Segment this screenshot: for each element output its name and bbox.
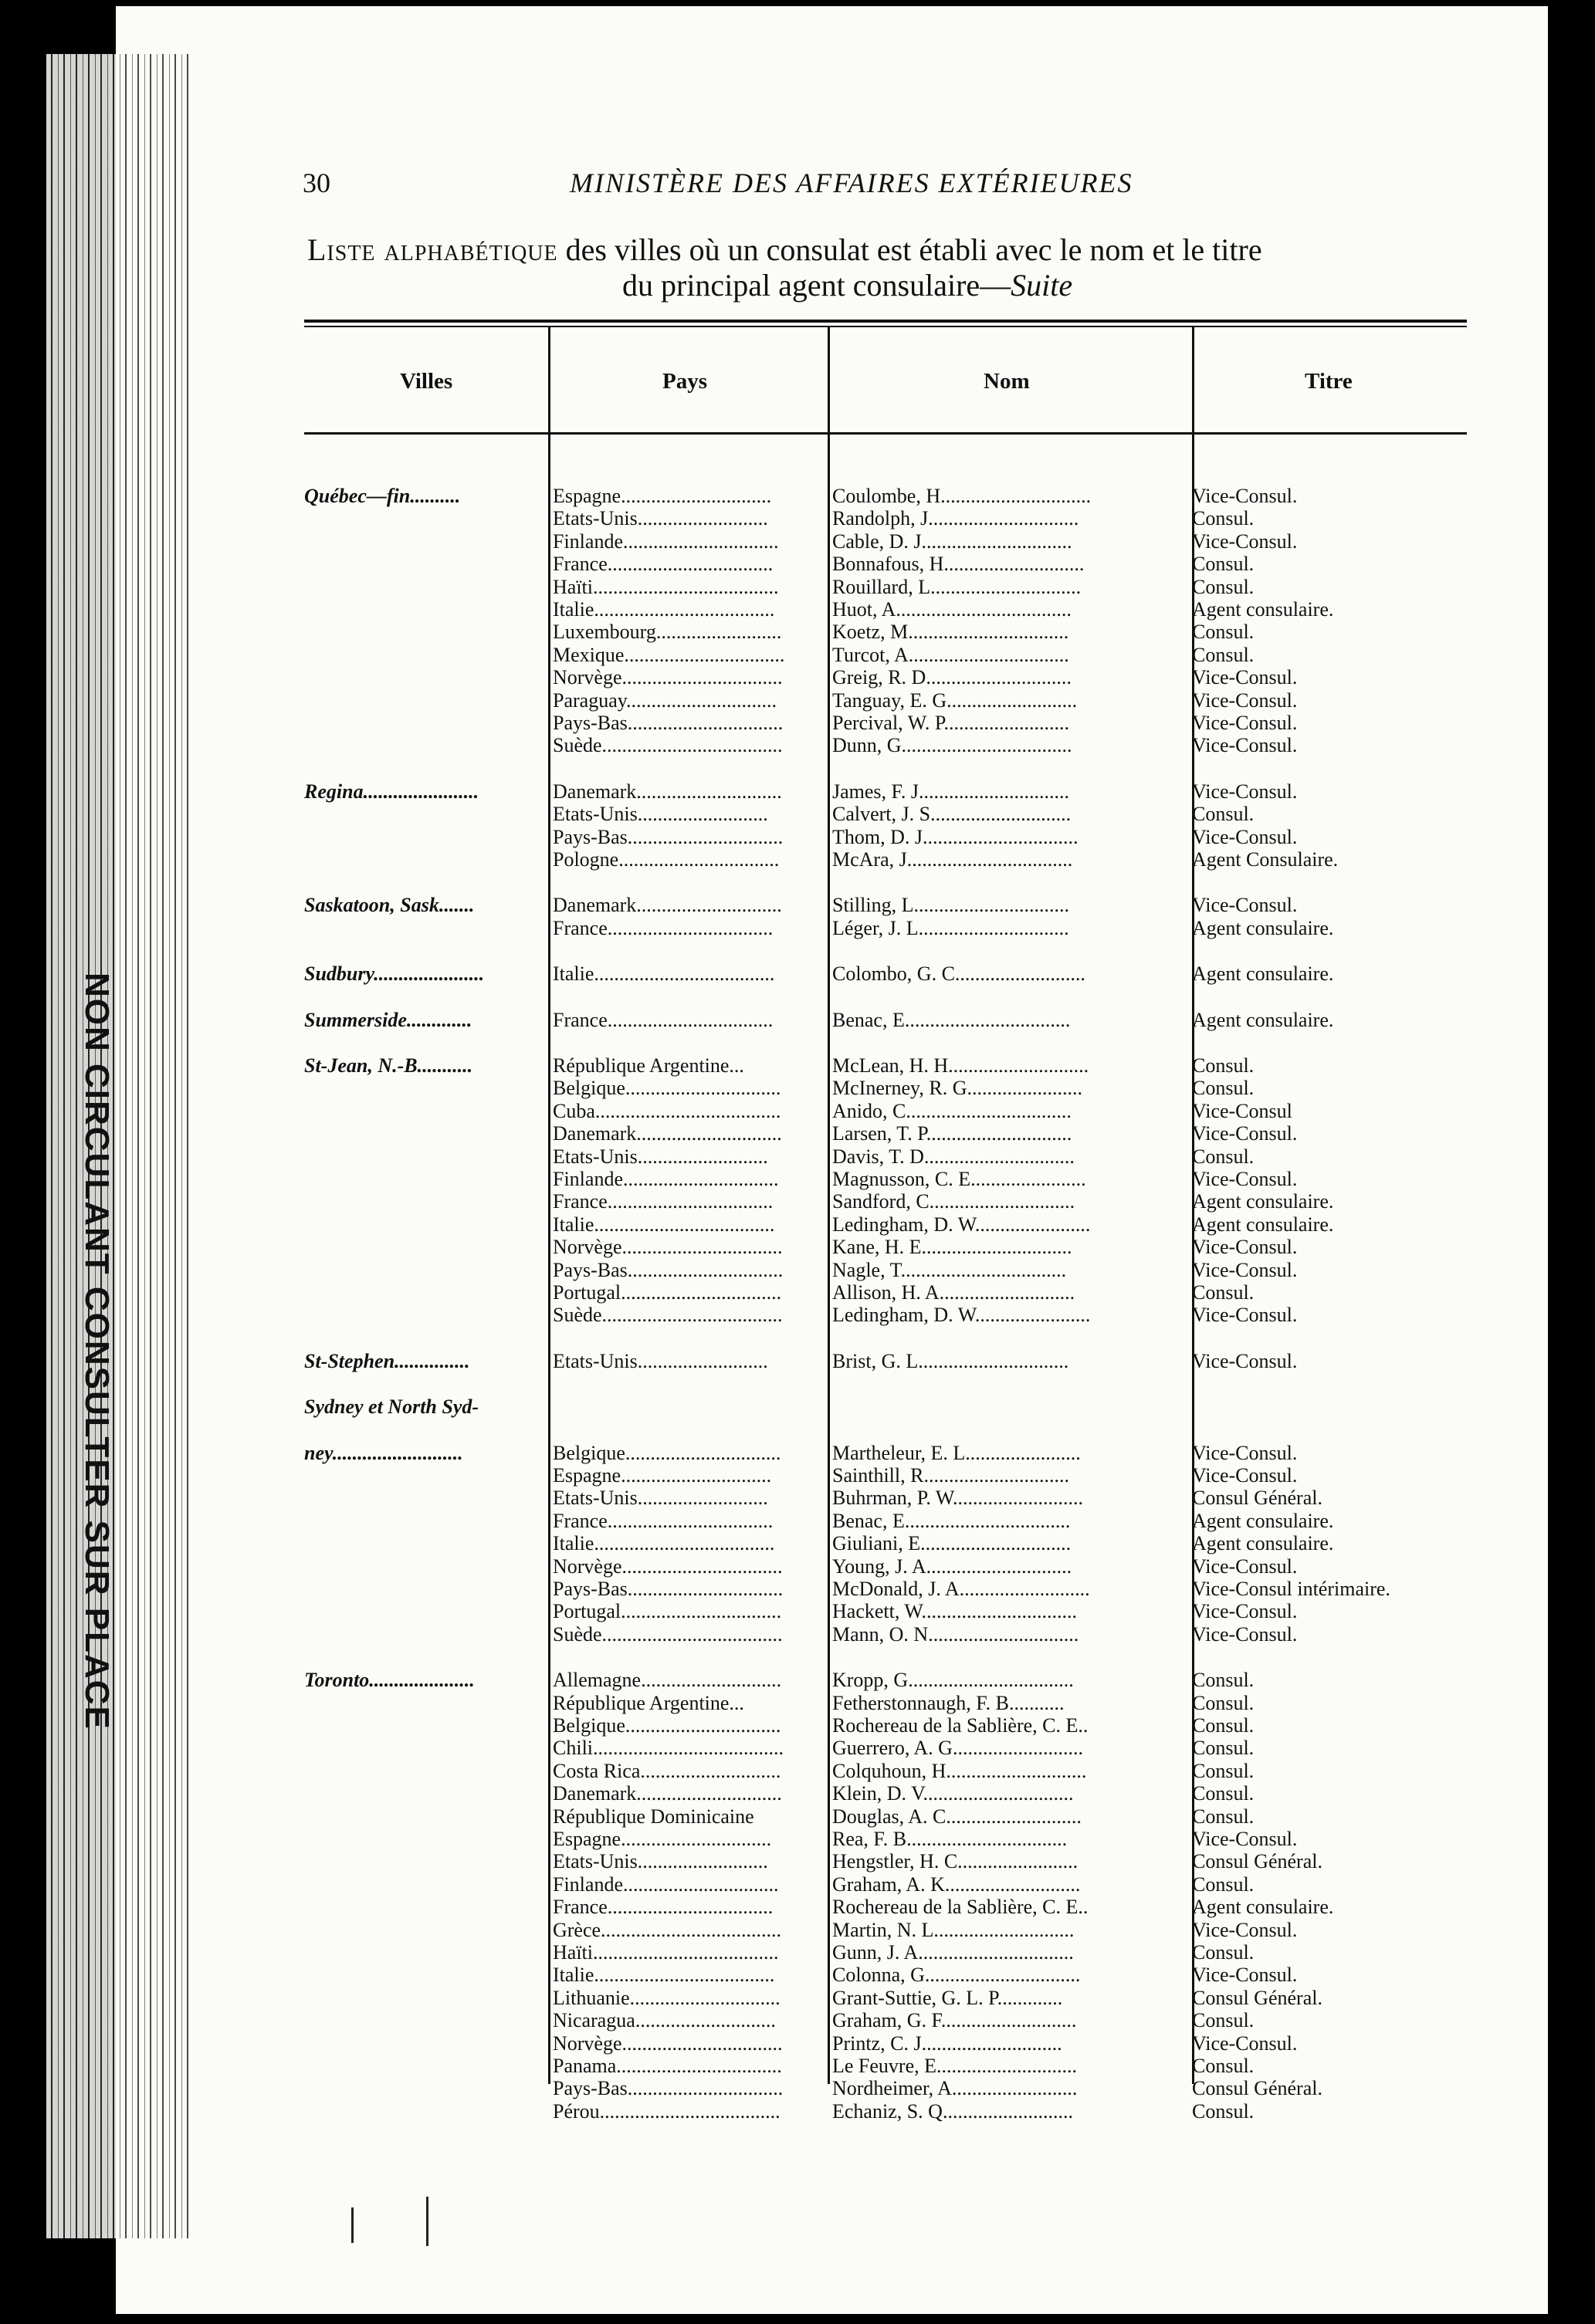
cell-nom: Calvert, J. S............................ xyxy=(832,803,1072,825)
cell-pays: Etats-Unis.......................... xyxy=(553,1487,768,1509)
cell-titre: Consul. xyxy=(1192,1737,1255,1759)
cell-nom: Hengstler, H. C........................ xyxy=(832,1850,1079,1872)
cell-pays: Panama................................. xyxy=(553,2055,782,2077)
cell-nom: Ledingham, D. W....................... xyxy=(832,1213,1091,1236)
cell-nom: Colonna, G............................... xyxy=(832,1964,1081,1986)
cell-nom: Sandford, C............................. xyxy=(832,1190,1075,1213)
cell-titre: Consul. xyxy=(1192,1077,1255,1099)
cell-nom: Cable, D. J.............................. xyxy=(832,530,1072,553)
cell-pays: République Dominicaine xyxy=(553,1805,754,1828)
cell-nom: Grant-Suttie, G. L. P............. xyxy=(832,1987,1063,2009)
cell-nom: Rochereau de la Sablière, C. E.. xyxy=(832,1714,1089,1737)
cell-ville: ney.......................... xyxy=(304,1442,463,1464)
cell-nom: Huot, A................................... xyxy=(832,598,1072,621)
cell-titre: Agent Consulaire. xyxy=(1192,848,1339,871)
cell-pays: Portugal................................ xyxy=(553,1281,782,1304)
title-line2-text: du principal agent consulaire— xyxy=(622,268,1011,303)
column-header-titre: Titre xyxy=(1305,369,1353,394)
cell-pays: Etats-Unis.......................... xyxy=(553,803,768,825)
cell-nom: Turcot, A................................ xyxy=(832,644,1069,666)
column-header-nom: Nom xyxy=(984,369,1030,394)
cell-nom: Mann, O. N.............................. xyxy=(832,1623,1079,1646)
header-top-rule xyxy=(304,320,1467,323)
cell-titre: Consul. xyxy=(1192,1873,1255,1896)
cell-nom: Greig, R. D............................. xyxy=(832,666,1072,688)
header-bottom-rule xyxy=(304,432,1467,435)
cell-pays: Belgique............................... xyxy=(553,1077,781,1099)
cell-titre: Consul. xyxy=(1192,2009,1255,2031)
cell-pays: Suède.................................... xyxy=(553,734,783,756)
cell-ville: Sydney et North Syd- xyxy=(304,1395,479,1418)
cell-titre: Consul. xyxy=(1192,1145,1255,1168)
cell-titre: Consul. xyxy=(1192,507,1255,529)
cell-nom: Randolph, J.............................. xyxy=(832,507,1079,529)
cell-titre: Consul. xyxy=(1192,644,1255,666)
cell-nom: Martin, N. L............................ xyxy=(832,1919,1075,1941)
cell-nom: Dunn, G.................................. xyxy=(832,734,1072,756)
cell-nom: Rochereau de la Sablière, C. E.. xyxy=(832,1896,1089,1918)
cell-titre: Agent consulaire. xyxy=(1192,1510,1334,1532)
cell-titre: Vice-Consul. xyxy=(1192,1623,1298,1646)
cell-pays: Etats-Unis.......................... xyxy=(553,1850,768,1872)
running-head: MINISTÈRE DES AFFAIRES EXTÉRIEURES xyxy=(570,167,1133,198)
cell-nom: Bonnafous, H............................ xyxy=(832,553,1085,575)
cell-ville: Regina....................... xyxy=(304,780,479,803)
title-smallcaps: Liste alphabétique xyxy=(307,232,558,267)
pencil-mark xyxy=(351,2207,354,2243)
cell-nom: Koetz, M................................ xyxy=(832,621,1069,643)
cell-titre: Vice-Consul. xyxy=(1192,666,1298,688)
cell-pays: République Argentine... xyxy=(553,1692,744,1714)
cell-titre: Vice-Consul. xyxy=(1192,1168,1298,1190)
cell-titre: Vice-Consul. xyxy=(1192,485,1298,507)
page-title-line-2 xyxy=(622,267,1072,303)
cell-nom: Klein, D. V.............................. xyxy=(832,1782,1074,1805)
cell-titre: Vice-Consul. xyxy=(1192,530,1298,553)
cell-pays: Espagne.............................. xyxy=(553,485,772,507)
cell-nom: Graham, A. K........................... xyxy=(832,1873,1081,1896)
cell-pays: Italie.................................... xyxy=(553,598,775,621)
cell-pays: Haïti..................................... xyxy=(553,1941,779,1964)
cell-nom: Rea, F. B................................ xyxy=(832,1828,1068,1850)
cell-titre: Vice-Consul. xyxy=(1192,1555,1298,1578)
cell-ville: St-Jean, N.-B........... xyxy=(304,1054,473,1077)
cell-nom: McLean, H. H............................ xyxy=(832,1054,1089,1077)
cell-titre: Vice-Consul xyxy=(1192,1100,1292,1122)
title-line1-text: des villes où un consulat est établi avec le nom et le titre xyxy=(557,232,1262,267)
cell-titre: Vice-Consul. xyxy=(1192,689,1298,712)
cell-titre: Vice-Consul. xyxy=(1192,1236,1298,1258)
cell-pays: Luxembourg......................... xyxy=(553,621,782,643)
cell-pays: Pays-Bas............................... xyxy=(553,826,784,848)
cell-nom: Brist, G. L.............................. xyxy=(832,1350,1069,1372)
library-stamp: NON CIRCULANT CONSULTER SUR PLACE xyxy=(78,973,116,1730)
cell-nom: Kropp, G................................. xyxy=(832,1669,1074,1691)
cell-nom: McInerney, R. G....................... xyxy=(832,1077,1082,1099)
cell-nom: McDonald, J. A.......................... xyxy=(832,1578,1090,1600)
cell-titre: Vice-Consul. xyxy=(1192,1464,1298,1487)
cell-titre: Agent consulaire. xyxy=(1192,1213,1334,1236)
cell-nom: Colquhoun, H............................ xyxy=(832,1760,1087,1782)
cell-pays: France................................. xyxy=(553,553,774,575)
cell-pays: Pays-Bas............................... xyxy=(553,712,784,734)
cell-titre: Consul. xyxy=(1192,1281,1255,1304)
cell-ville: Québec—fin.......... xyxy=(304,485,461,507)
cell-titre: Consul Général. xyxy=(1192,1487,1322,1509)
cell-titre: Vice-Consul. xyxy=(1192,826,1298,848)
cell-nom: Sainthill, R............................. xyxy=(832,1464,1069,1487)
cell-ville: Sudbury...................... xyxy=(304,962,485,985)
cell-pays: Nicaragua............................ xyxy=(553,2009,776,2031)
cell-pays: Belgique............................... xyxy=(553,1442,781,1464)
cell-nom: Graham, G. F........................... xyxy=(832,2009,1077,2031)
cell-nom: Douglas, A. C........................... xyxy=(832,1805,1082,1828)
cell-nom: Coulombe, H.............................. xyxy=(832,485,1092,507)
cell-pays: Suède.................................... xyxy=(553,1623,783,1646)
cell-titre: Consul Général. xyxy=(1192,1987,1322,2009)
cell-nom: Guerrero, A. G.......................... xyxy=(832,1737,1083,1759)
cell-pays: Etats-Unis.......................... xyxy=(553,1350,768,1372)
cell-pays: Belgique............................... xyxy=(553,1714,781,1737)
cell-pays: Etats-Unis.......................... xyxy=(553,1145,768,1168)
cell-ville: Summerside............. xyxy=(304,1009,472,1031)
cell-titre: Agent consulaire. xyxy=(1192,1896,1334,1918)
cell-nom: Fetherstonnaugh, F. B........... xyxy=(832,1692,1065,1714)
cell-pays: France................................. xyxy=(553,917,774,939)
cell-pays: Finlande............................... xyxy=(553,1873,779,1896)
cell-pays: Lithuanie.............................. xyxy=(553,1987,781,2009)
cell-titre: Agent consulaire. xyxy=(1192,962,1334,985)
cell-nom: Nagle, T................................. xyxy=(832,1259,1067,1281)
cell-nom: Young, J. A............................. xyxy=(832,1555,1072,1578)
cell-nom: Martheleur, E. L....................... xyxy=(832,1442,1081,1464)
header-top-rule-thin xyxy=(304,326,1467,327)
cell-nom: Thom, D. J............................... xyxy=(832,826,1079,848)
cell-titre: Vice-Consul. xyxy=(1192,712,1298,734)
cell-nom: Benac, E................................. xyxy=(832,1009,1071,1031)
cell-titre: Vice-Consul. xyxy=(1192,734,1298,756)
cell-pays: Finlande............................... xyxy=(553,530,779,553)
cell-pays: Danemark............................. xyxy=(553,1122,782,1145)
cell-titre: Agent consulaire. xyxy=(1192,1009,1334,1031)
column-divider-1 xyxy=(548,327,550,2084)
cell-titre: Vice-Consul. xyxy=(1192,1122,1298,1145)
cell-nom: Léger, J. L.............................. xyxy=(832,917,1069,939)
cell-nom: Stilling, L............................... xyxy=(832,894,1069,916)
cell-titre: Consul. xyxy=(1192,1054,1255,1077)
cell-ville: Saskatoon, Sask....... xyxy=(304,894,475,916)
cell-nom: Magnusson, C. E....................... xyxy=(832,1168,1086,1190)
page-title-line-1 xyxy=(307,232,1262,268)
cell-pays: Paraguay.............................. xyxy=(553,689,777,712)
cell-titre: Vice-Consul. xyxy=(1192,1964,1298,1986)
cell-titre: Consul. xyxy=(1192,621,1255,643)
cell-pays: Danemark............................. xyxy=(553,1782,782,1805)
cell-titre: Consul. xyxy=(1192,576,1255,598)
cell-nom: Kane, H. E.............................. xyxy=(832,1236,1072,1258)
cell-nom: Colombo, G. C.......................... xyxy=(832,962,1085,985)
cell-titre: Vice-Consul. xyxy=(1192,2032,1298,2055)
cell-nom: Giuliani, E.............................. xyxy=(832,1532,1072,1554)
cell-titre: Vice-Consul. xyxy=(1192,780,1298,803)
cell-titre: Agent consulaire. xyxy=(1192,1532,1334,1554)
cell-pays: France................................. xyxy=(553,1190,774,1213)
cell-titre: Consul. xyxy=(1192,1669,1255,1691)
cell-titre: Consul. xyxy=(1192,1805,1255,1828)
cell-nom: Rouillard, L.............................. xyxy=(832,576,1082,598)
cell-titre: Agent consulaire. xyxy=(1192,1190,1334,1213)
cell-titre: Consul. xyxy=(1192,2100,1255,2123)
cell-nom: Nordheimer, A......................... xyxy=(832,2077,1078,2099)
cell-titre: Vice-Consul. xyxy=(1192,1600,1298,1622)
cell-nom: McAra, J................................. xyxy=(832,848,1073,871)
cell-titre: Consul. xyxy=(1192,2055,1255,2077)
cell-pays: Grèce.................................... xyxy=(553,1919,782,1941)
cell-nom: Anido, C................................. xyxy=(832,1100,1072,1122)
cell-pays: Danemark............................. xyxy=(553,894,782,916)
cell-nom: Tanguay, E. G.......................... xyxy=(832,689,1078,712)
cell-pays: Haïti..................................... xyxy=(553,576,779,598)
cell-titre: Consul. xyxy=(1192,1692,1255,1714)
cell-titre: Vice-Consul. xyxy=(1192,894,1298,916)
cell-pays: France................................. xyxy=(553,1896,774,1918)
cell-pays: Italie.................................... xyxy=(553,1213,775,1236)
cell-pays: Espagne.............................. xyxy=(553,1464,772,1487)
cell-pays: Norvège................................ xyxy=(553,666,783,688)
cell-nom: Echaniz, S. Q.......................... xyxy=(832,2100,1073,2123)
cell-pays: Pologne................................ xyxy=(553,848,780,871)
cell-nom: Larsen, T. P............................. xyxy=(832,1122,1072,1145)
cell-pays: France................................. xyxy=(553,1009,774,1031)
cell-nom: Percival, W. P......................... xyxy=(832,712,1069,734)
cell-titre: Consul Général. xyxy=(1192,1850,1322,1872)
cell-pays: Pays-Bas............................... xyxy=(553,1578,784,1600)
cell-nom: Benac, E................................. xyxy=(832,1510,1071,1532)
cell-pays: Norvège................................ xyxy=(553,1236,783,1258)
cell-nom: Le Feuvre, E............................ xyxy=(832,2055,1078,2077)
cell-titre: Agent consulaire. xyxy=(1192,598,1334,621)
cell-titre: Vice-Consul. xyxy=(1192,1259,1298,1281)
cell-titre: Agent consulaire. xyxy=(1192,917,1334,939)
binding-edge xyxy=(46,54,193,2238)
cell-titre: Consul. xyxy=(1192,553,1255,575)
cell-titre: Vice-Consul. xyxy=(1192,1350,1298,1372)
cell-pays: Italie.................................... xyxy=(553,1964,775,1986)
cell-titre: Vice-Consul. xyxy=(1192,1828,1298,1850)
cell-nom: Allison, H. A........................... xyxy=(832,1281,1075,1304)
cell-pays: Suède.................................... xyxy=(553,1304,783,1326)
title-suite: Suite xyxy=(1011,268,1073,303)
cell-pays: France................................. xyxy=(553,1510,774,1532)
cell-pays: Chili...................................... xyxy=(553,1737,784,1759)
cell-pays: Mexique................................ xyxy=(553,644,785,666)
cell-ville: Toronto..................... xyxy=(304,1669,475,1691)
cell-pays: Pays-Bas............................... xyxy=(553,1259,784,1281)
cell-titre: Vice-Consul. xyxy=(1192,1304,1298,1326)
cell-nom: Hackett, W............................... xyxy=(832,1600,1078,1622)
cell-nom: Printz, C. J............................ xyxy=(832,2032,1062,2055)
column-header-pays: Pays xyxy=(662,369,707,394)
cell-nom: Buhrman, P. W.......................... xyxy=(832,1487,1084,1509)
cell-nom: Gunn, J. A............................... xyxy=(832,1941,1074,1964)
cell-pays: Cuba..................................... xyxy=(553,1100,781,1122)
cell-pays: Norvège................................ xyxy=(553,1555,783,1578)
cell-titre: Vice-Consul. xyxy=(1192,1442,1298,1464)
cell-pays: Etats-Unis.......................... xyxy=(553,507,768,529)
cell-pays: Costa Rica............................ xyxy=(553,1760,781,1782)
cell-titre: Consul Général. xyxy=(1192,2077,1322,2099)
cell-pays: Espagne.............................. xyxy=(553,1828,772,1850)
cell-pays: Pérou.................................... xyxy=(553,2100,781,2123)
cell-titre: Vice-Consul intérimaire. xyxy=(1192,1578,1390,1600)
cell-pays: Portugal................................ xyxy=(553,1600,782,1622)
page-number: 30 xyxy=(303,167,330,198)
cell-nom: Ledingham, D. W....................... xyxy=(832,1304,1091,1326)
cell-nom: James, F. J.............................. xyxy=(832,780,1070,803)
cell-titre: Consul. xyxy=(1192,1782,1255,1805)
cell-titre: Consul. xyxy=(1192,1714,1255,1737)
cell-ville: St-Stephen............... xyxy=(304,1350,470,1372)
cell-nom: Davis, T. D.............................. xyxy=(832,1145,1075,1168)
cell-titre: Consul. xyxy=(1192,1760,1255,1782)
pencil-mark xyxy=(426,2197,428,2246)
cell-pays: Allemagne............................ xyxy=(553,1669,782,1691)
cell-pays: Danemark............................. xyxy=(553,780,782,803)
cell-pays: Italie.................................... xyxy=(553,1532,775,1554)
cell-pays: Italie.................................... xyxy=(553,962,775,985)
cell-pays: Norvège................................ xyxy=(553,2032,783,2055)
cell-pays: Finlande............................... xyxy=(553,1168,779,1190)
cell-titre: Consul. xyxy=(1192,803,1255,825)
cell-pays: Pays-Bas............................... xyxy=(553,2077,784,2099)
column-header-villes: Villes xyxy=(400,369,453,394)
cell-titre: Vice-Consul. xyxy=(1192,1919,1298,1941)
cell-titre: Consul. xyxy=(1192,1941,1255,1964)
cell-pays: République Argentine... xyxy=(553,1054,744,1077)
